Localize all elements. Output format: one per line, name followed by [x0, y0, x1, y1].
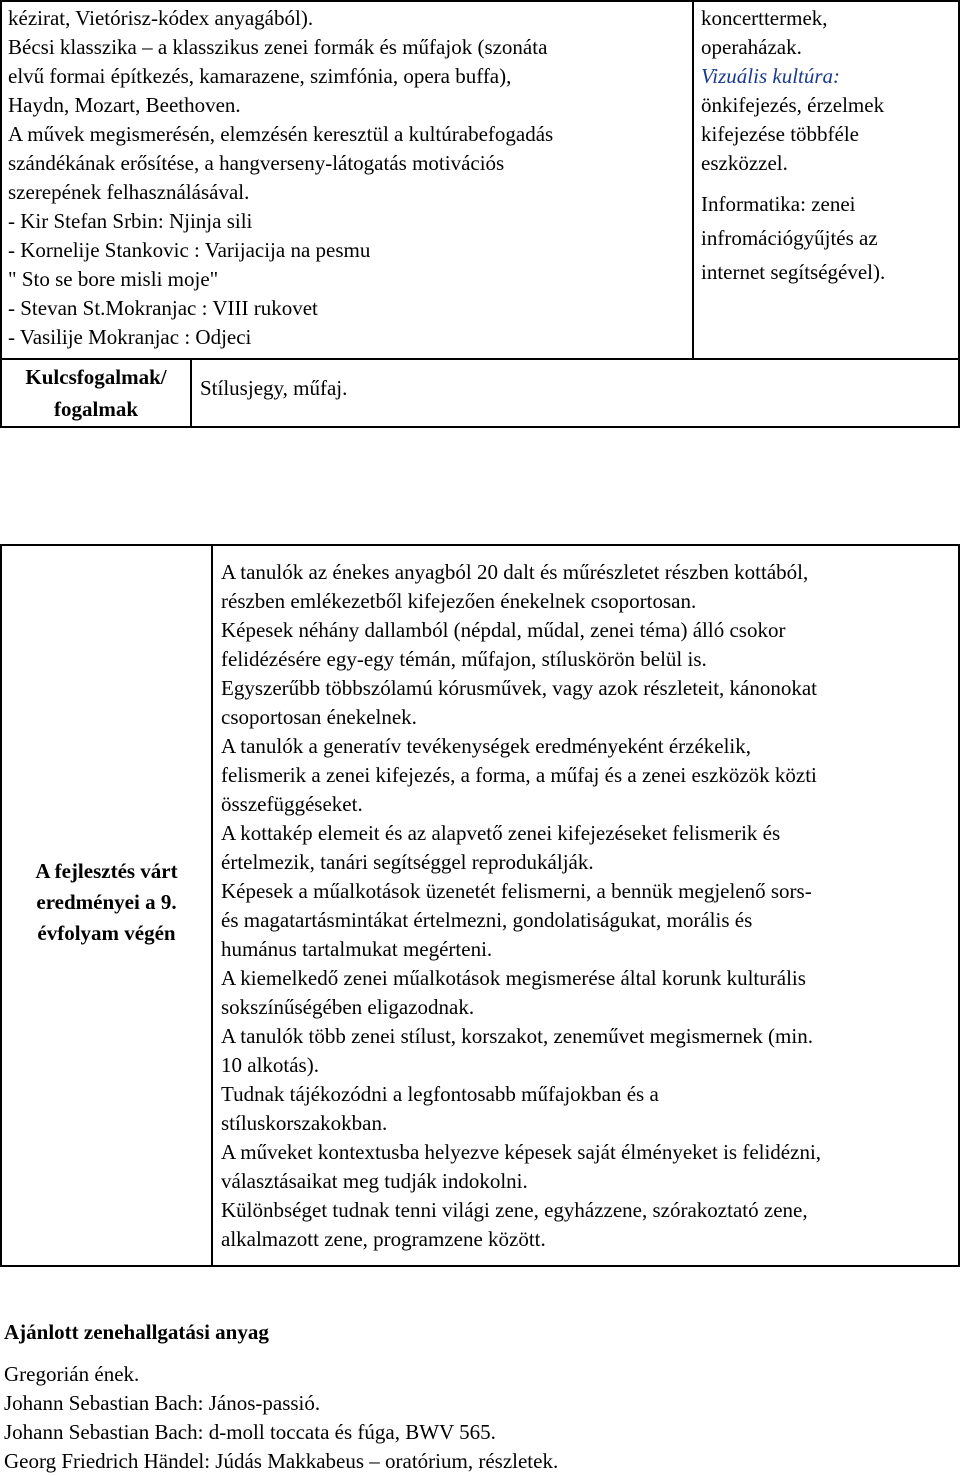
outcome-line: Képesek néhány dallamból (népdal, műdal, zenei téma) álló csokor: [221, 618, 786, 642]
content-line: - Stevan St.Mokranjac : VIII rukovet: [8, 296, 318, 320]
outcome-line: csoportosan énekelnek.: [221, 705, 417, 729]
outcome-line: Tudnak tájékozódni a legfontosabb műfajokban és a: [221, 1082, 659, 1106]
cross-curricular-cell: [701, 4, 957, 289]
informatika-line: infromációgyűjtés az: [701, 226, 878, 250]
outcomes-label-line: A fejlesztés várt: [35, 859, 178, 883]
key-concepts-value: Stílusjegy, műfaj.: [200, 376, 348, 400]
key-concepts-label: Kulcsfogalmak/ fogalmak: [25, 365, 167, 421]
vizualis-text: [701, 91, 957, 178]
outcome-line: értelmezik, tanári segítséggel reprodukálják.: [221, 850, 594, 874]
outcome-line: A tanulók több zenei stílust, korszakot, zeneművet megismernek (min.: [221, 1024, 813, 1048]
outcome-line: stíluskorszakokban.: [221, 1111, 388, 1135]
outcomes-label-line: évfolyam végén: [37, 921, 176, 945]
outcome-line: és magatartásmintákat értelmezni, gondolatiságukat, morális és: [221, 908, 753, 932]
content-line: elvű formai építkezés, kamarazene, szimfónia, opera buffa),: [8, 64, 512, 88]
listening-item: Gregorián ének.: [4, 1362, 140, 1386]
outcome-line: Különbséget tudnak tenni világi zene, egyházzene, szórakoztató zene,: [221, 1198, 808, 1222]
outcome-line: felidézésére egy-egy témán, műfajon, stíluskörön belül is.: [221, 647, 707, 671]
content-cell: [8, 4, 692, 352]
content-line: kézirat, Vietórisz-kódex anyagából).: [8, 6, 314, 30]
key-concepts-divider: [0, 358, 960, 360]
listening-list: [4, 1360, 558, 1476]
listening-item: Johann Sebastian Bach: d-moll toccata és fúga, BWV 565.: [4, 1420, 496, 1444]
outcomes-label-line: eredményei a 9.: [36, 890, 177, 914]
outcome-line: A kiemelkedő zenei műalkotások megismerése által korunk kulturális: [221, 966, 806, 990]
right-column-divider: [692, 0, 694, 360]
outcomes-label-divider: [211, 544, 213, 1267]
right-col-line: koncerttermek,: [701, 6, 828, 30]
outcome-line: humánus tartalmukat megérteni.: [221, 937, 493, 961]
informatika-line: Informatika: zenei: [701, 192, 856, 216]
content-line: A művek megismerésén, elemzésén keresztül a kultúrabefogadás: [8, 122, 554, 146]
vizualis-line: eszközzel.: [701, 151, 788, 175]
outcome-line: A tanulók a generatív tevékenységek eredményeként érzékelik,: [221, 734, 752, 758]
outcome-line: Képesek a műalkotások üzenetét felismerni, a bennük megjelenő sors-: [221, 879, 812, 903]
listening-item: Johann Sebastian Bach: János-passió.: [4, 1391, 321, 1415]
content-line: - Kir Stefan Srbin: Njinja sili: [8, 209, 253, 233]
key-concepts-label-divider: [190, 358, 192, 428]
outcome-line: felismerik a zenei kifejezés, a forma, a műfaj és a zenei eszközök közti: [221, 763, 817, 787]
vizualis-line: kifejezése többféle: [701, 122, 859, 146]
content-line: - Vasilije Mokranjac : Odjeci: [8, 325, 252, 349]
listening-heading: Ajánlott zenehallgatási anyag: [4, 1320, 269, 1344]
content-line: szerepének felhasználásával.: [8, 180, 250, 204]
informatika-text: [701, 187, 957, 289]
outcomes-label: [2, 856, 211, 949]
outcome-line: sokszínűségében eligazodnak.: [221, 995, 475, 1019]
vizualis-label: Vizuális kultúra:: [701, 64, 841, 88]
content-line: " Sto se bore misli moje": [8, 267, 219, 291]
vizualis-line: önkifejezés, érzelmek: [701, 93, 885, 117]
outcome-line: A tanulók az énekes anyagból 20 dalt és műrészletet részben kottából,: [221, 560, 809, 584]
content-line: - Kornelije Stankovic : Varijacija na pesmu: [8, 238, 371, 262]
outcome-line: 10 alkotás).: [221, 1053, 319, 1077]
content-line: szándékának erősítése, a hangverseny-látogatás motivációs: [8, 151, 505, 175]
right-col-line: operaházak.: [701, 35, 802, 59]
outcome-line: összefüggéseket.: [221, 792, 363, 816]
outcomes-text: [221, 558, 956, 1254]
content-line: Bécsi klasszika – a klasszikus zenei formák és műfajok (szonáta: [8, 35, 548, 59]
content-line: Haydn, Mozart, Beethoven.: [8, 93, 241, 117]
outcome-line: alkalmazott zene, programzene között.: [221, 1227, 546, 1251]
listening-item: Georg Friedrich Händel: Júdás Makkabeus – oratórium, részletek.: [4, 1449, 559, 1473]
outcome-line: A műveket kontextusba helyezve képesek saját élményeket is felidézni,: [221, 1140, 822, 1164]
outcome-line: A kottakép elemeit és az alapvető zenei kifejezéseket felismerik és: [221, 821, 781, 845]
outcome-line: választásaikat meg tudják indokolni.: [221, 1169, 528, 1193]
outcome-line: részben emlékezetből kifejezően énekelnek csoportosan.: [221, 589, 697, 613]
outcome-line: Egyszerűbb többszólamú kórusművek, vagy azok részleteit, kánonokat: [221, 676, 817, 700]
informatika-line: internet segítségével).: [701, 260, 886, 284]
